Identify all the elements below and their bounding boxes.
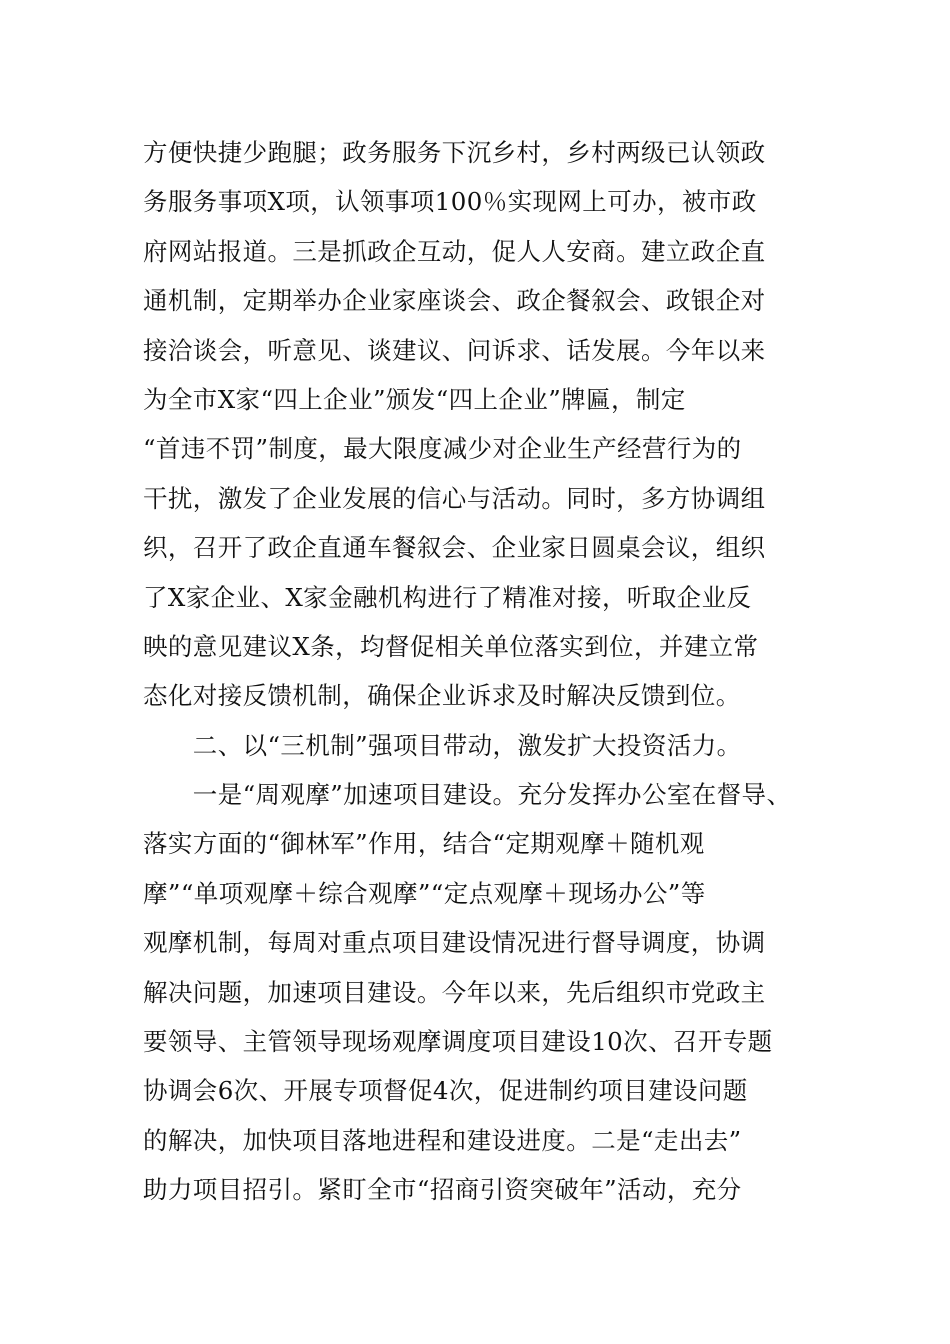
text-line: 务服务事项X项，认领事项100％实现网上可办，被市政 [143, 187, 757, 217]
text-line: 织，召开了政企直通车餐叙会、企业家日圆桌会议，组织 [143, 533, 766, 563]
text-line: 接洽谈会，听意见、谈建议、问诉求、话发展。今年以来 [143, 335, 766, 365]
text-line: 态化对接反馈机制，确保企业诉求及时解决反馈到位。 [143, 681, 741, 711]
text-line: 干扰，激发了企业发展的信心与活动。同时，多方协调组 [143, 483, 766, 513]
text-line: 的解决，加快项目落地进程和建设进度。二是“走出去” [143, 1125, 742, 1155]
text-line: 府网站报道。三是抓政企互动，促人人安商。建立政企直 [143, 236, 766, 266]
text-line: 映的意见建议X条，均督促相关单位落实到位，并建立常 [143, 631, 759, 661]
document-body [143, 128, 823, 1215]
text-line: 落实方面的“御林军”作用，结合“定期观摩＋随机观 [143, 829, 705, 859]
text-line: 解决问题，加速项目建设。今年以来，先后组织市党政主 [143, 977, 766, 1007]
text-line: 通机制，定期举办企业家座谈会、政企餐叙会、政银企对 [143, 286, 766, 316]
text-line: 要领导、主管领导现场观摩调度项目建设10次、召开专题 [143, 1027, 773, 1057]
text-line: 一是“周观摩”加速项目建设。充分发挥办公室在督导、 [143, 780, 792, 810]
text-line: 为全市X家“四上企业”颁发“四上企业”牌匾，制定 [143, 384, 686, 414]
text-line: 助力项目招引。紧盯全市“招商引资突破年”活动，充分 [143, 1175, 742, 1205]
section-heading: 二、以“三机制”强项目带动，激发扩大投资活力。 [143, 730, 742, 760]
text-line: 观摩机制，每周对重点项目建设情况进行督导调度，协调 [143, 928, 766, 958]
text-line: 协调会6次、开展专项督促4次，促进制约项目建设问题 [143, 1076, 748, 1106]
text-line: 了X家企业、X家金融机构进行了精准对接，听取企业反 [143, 582, 752, 612]
text-line: 摩”“单项观摩＋综合观摩”“定点观摩＋现场办公”等 [143, 878, 706, 908]
text-line: 方便快捷少跑腿；政务服务下沉乡村，乡村两级已认领政 [143, 138, 766, 167]
text-line: “首违不罚”制度，最大限度减少对企业生产经营行为的 [143, 434, 742, 464]
